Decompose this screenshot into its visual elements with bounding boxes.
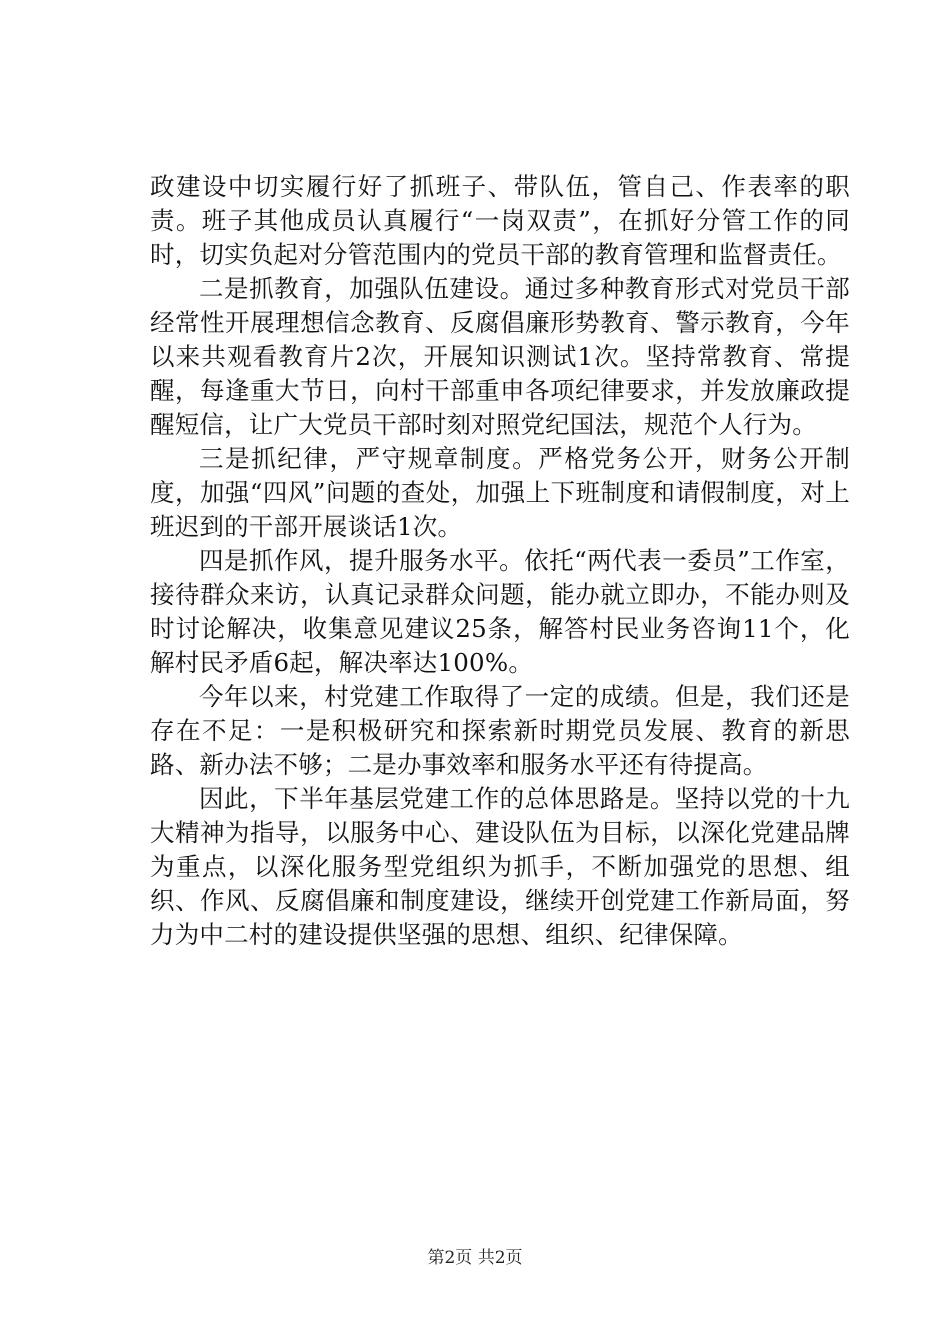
paragraph-4: 四是抓作风，提升服务水平。依托“两代表一委员”工作室，接待群众来访，认真记录群众问题，能办就立即办，不能办则及时讨论解决，收集意见建议25条，解答村民业务咨询11个，化解村民矛盾6起，解决率达100%。 [150,546,850,677]
paragraph-5: 今年以来，村党建工作取得了一定的成绩。但是，我们还是存在不足：一是积极研究和探索新时期党员发展、教育的新思路、新办法不够；二是办事效率和服务水平还有待提高。 [150,682,850,779]
paragraph-2: 二是抓教育，加强队伍建设。通过多种教育形式对党员干部经常性开展理想信念教育、反腐倡廉形势教育、警示教育，今年以来共观看教育片2次，开展知识测试1次。坚持常教育、常提醒，每逢重大节日，向村干部重申各项纪律要求，并发放廉政提醒短信，让广大党员干部时刻对照党纪国法，规范个人行为。 [150,274,850,439]
page-footer [0,1243,950,1268]
paragraph-1: 政建设中切实履行好了抓班子、带队伍，管自己、作表率的职责。班子其他成员认真履行“一岗双责”，在抓好分管工作的同时，切实负起对分管范围内的党员干部的教育管理和监督责任。 [150,172,850,269]
paragraph-3: 三是抓纪律，严守规章制度。严格党务公开，财务公开制度，加强“四风”问题的查处，加强上下班制度和请假制度，对上班迟到的干部开展谈话1次。 [150,444,850,541]
document-body [150,170,850,952]
paragraph-6: 因此，下半年基层党建工作的总体思路是。坚持以党的十九大精神为指导，以服务中心、建设队伍为目标，以深化党建品牌为重点，以深化服务型党组织为抓手，不断加强党的思想、组织、作风、反腐倡廉和制度建设，继续开创党建工作新局面，努力为中二村的建设提供坚强的思想、组织、纪律保障。 [150,784,850,949]
page-number: 第2页 共2页 [427,1248,523,1268]
